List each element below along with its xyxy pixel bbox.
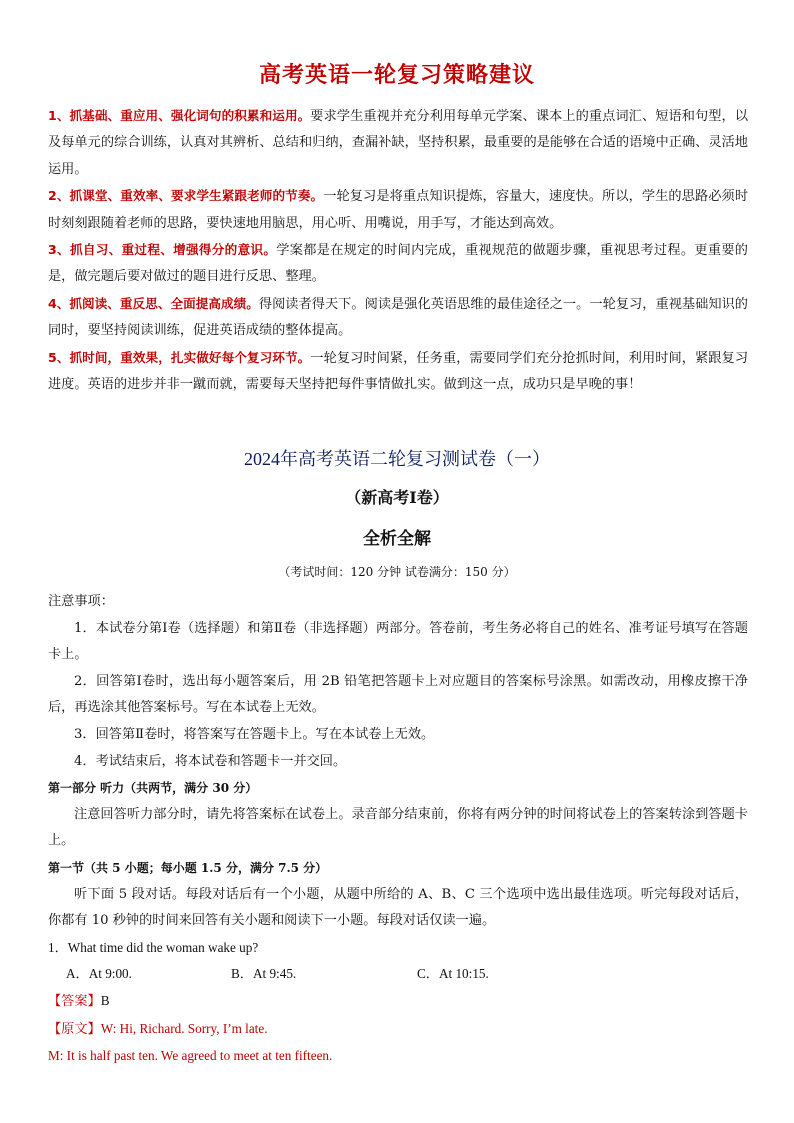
answer-label: 【答案】 <box>48 993 101 1009</box>
notice-item: 1．本试卷分第Ⅰ卷（选择题）和第Ⅱ卷（非选择题）两部分。答卷前，考生务必将自己的姓名、准考证号填写在答题卡上。 <box>48 620 748 663</box>
main-title: 高考英语一轮复习策略建议 <box>258 63 535 88</box>
notice-item: 3．回答第Ⅱ卷时，将答案写在答题卡上。写在本试卷上无效。 <box>74 726 435 742</box>
transcript-label: 【原文】 <box>48 1021 101 1037</box>
analysis-title: 全析全解 <box>363 529 431 549</box>
exam-subtitle: （新高考Ⅰ卷） <box>345 488 449 507</box>
tip-body: 学案都是在规定的时间内完成，重视规范的做题步骤，重视思考过程。更重要的是，做完题后要对做过的题目进行反思、整理。 <box>48 243 748 285</box>
part1-heading: 第一部分 听力（共两节，满分 30 分） <box>48 781 258 796</box>
tip-item <box>48 345 748 399</box>
strategy-tips <box>48 103 748 398</box>
option-a: A．At 9:00. <box>66 966 132 982</box>
option-c: C．At 10:15. <box>417 966 489 982</box>
exam-title-text: 年高考英语二轮复习测试卷（一） <box>280 449 550 470</box>
notice-item: 2．回答第Ⅰ卷时，选出每小题答案后，用 2B 铅笔把答题卡上对应题目的答案标号涂黑。如需改动，用橡皮擦干净后，再选涂其他答案标号。写在本试卷上无效。 <box>48 673 748 716</box>
tip-body: 得阅读者得天下。阅读是强化英语思维的最佳途径之一。一轮复习，重视基础知识的同时，要坚持阅读训练，促进英语成绩的整体提高。 <box>48 296 748 339</box>
tip-heading: 3、抓自习、重过程、增强得分的意识。 <box>48 242 277 258</box>
tip-item <box>48 103 748 183</box>
tip-body: 一轮复习是将重点知识提炼，容量大，速度快。所以，学生的思路必须时时刻刻跟随着老师的思路，要快速地用脑思，用心听、用嘴说，用手写，才能达到高效。 <box>48 189 749 231</box>
tip-body: 要求学生重视并充分利用每单元学案、课本上的重点词汇、短语和句型，以及每单元的综合训练，认真对其辨析、总结和归纳，查漏补缺，坚持积累，最重要的是能够在合适的语境中正确、灵活地运用。 <box>48 109 749 177</box>
tip-heading: 2、抓课堂、重效率、要求学生紧跟老师的节奏。 <box>48 188 324 204</box>
question-options <box>48 961 748 988</box>
tip-item <box>48 237 748 291</box>
transcript-line-2: M: It is half past ten. We agreed to meet at ten fifteen. <box>48 1048 333 1064</box>
answer-value: B <box>100 992 110 1008</box>
answer-line <box>48 988 748 1016</box>
tip-item <box>48 291 748 345</box>
transcript-text: W: Hi, Richard. Sorry, I’m late. <box>100 1020 268 1036</box>
exam-year: 2024 <box>244 449 280 469</box>
option-b: B．At 9:45. <box>231 966 297 982</box>
part1-intro: 注意回答听力部分时，请先将答案标在试卷上。录音部分结束前，你将有两分钟的时间将试卷上的答案转涂到答题卡上。 <box>48 806 748 849</box>
transcript-line <box>48 1016 748 1044</box>
exam-title <box>0 445 794 471</box>
tip-heading: 5、抓时间，重效果，扎实做好每个复习环节。 <box>48 349 311 365</box>
question-stem: 1．What time did the woman wake up? <box>48 939 259 955</box>
tip-heading: 1、抓基础、重应用、强化词句的积累和运用。 <box>48 108 311 123</box>
tip-item <box>48 183 748 237</box>
tip-body: 一轮复习时间紧，任务重，需要同学们充分抢抓时间，利用时间，紧跟复习进度。英语的进步并非一蹴而就，需要每天坚持把每件事情做扎实。做到这一点，成功只是早晚的事！ <box>48 350 749 393</box>
exam-info: （考试时间：120 分钟 试卷满分：150 分） <box>278 565 516 579</box>
section1-intro: 听下面 5 段对话。每段对话后有一个小题，从题中所给的 A、B、C 三个选项中选出最佳选项。听完每段对话后，你都有 10 秒钟的时间来回答有关小题和阅读下一小题。每段对话仅读一遍。 <box>48 886 748 929</box>
section1-heading: 第一节（共 5 小题；每小题 1.5 分，满分 7.5 分） <box>48 860 328 875</box>
notice-heading: 注意事项： <box>48 594 114 609</box>
tip-heading: 4、抓阅读、重反思、全面提高成绩。 <box>48 295 259 311</box>
exam-content <box>48 589 748 1070</box>
notice-item: 4．考试结束后，将本试卷和答题卡一并交回。 <box>74 753 347 769</box>
